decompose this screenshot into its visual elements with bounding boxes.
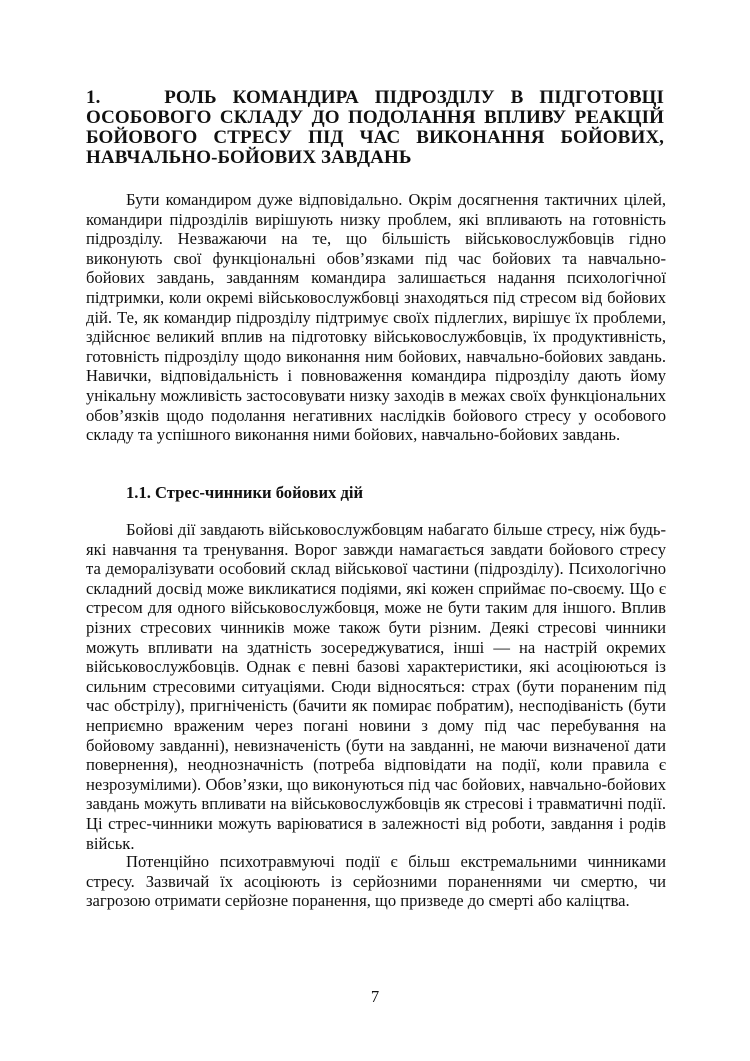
section-number: 1. bbox=[86, 87, 101, 108]
subsection-paragraph-2: Потенційно психотравмуючі події є більш екстремальними чинниками стресу. Зазвичай їх асоціюють із серйозними пораненнями чи смертю, чи загрозою отримати серйозне поранення, що призведе до смерті або каліцтва. bbox=[86, 852, 666, 911]
subsection-paragraph-1: Бойові дії завдають військовослужбовцям набагато більше стресу, ніж будь-які навчання та тренування. Ворог завжди намагається завдати бойового стресу та деморалізувати особовий склад військової частини (підрозділу). Психологічно складний досвід може викликатися подіями, які кожен сприймає по-своєму. Що є стресом для одного військовослужбовця, може не бути таким для іншого. Вплив різних стресових чинників може також бути різним. Деякі стресові чинники можуть впливати на здатність зосереджуватися, інші — на настрій окремих військовослужбовців. Однак є певні базові характеристики, які асоціюються із сильним стресовими ситуаціями. Сюди відносяться: страх (бути пораненим під час обстрілу), пригніченість (бачити як помирає побратим), несподіваність (бути неприємно враженим через погані новини з дому під час перебування на бойовому завданні), невизначеність (бути на завданні, не маючи визначеної дати повернення), неоднозначність (потреба відповідати на події, коли правила є незрозумілими). Обов’язки, що виконуються під час бойових, навчально-бойових завдань можуть впливати на військовослужбовців як стресові і травматичні події. Ці стрес-чинники можуть варіюватися в залежності від роботи, завдання і родів військ. bbox=[86, 520, 666, 853]
section-heading bbox=[86, 88, 664, 168]
section-title: РОЛЬ КОМАНДИРА ПІДРОЗДІЛУ В ПІДГОТОВЦІ ОСОБОВОГО СКЛАДУ ДО ПОДОЛАННЯ ВПЛИВУ РЕАКЦІЙ БОЙОВОГО СТРЕСУ ПІД ЧАС ВИКОНАННЯ БОЙОВИХ, НАВЧАЛЬНО-БОЙОВИХ ЗАВДАНЬ bbox=[86, 87, 664, 168]
page-number: 7 bbox=[370, 987, 380, 1006]
subsection-heading: 1.1. Стрес-чинники бойових дій bbox=[126, 483, 364, 502]
intro-paragraph: Бути командиром дуже відповідально. Окрім досягнення тактичних цілей, командири підрозділів вирішують низку проблем, які впливають на готовність підрозділу. Незважаючи на те, що більшість військовослужбовців гідно виконують свої функціональні обов’язками під час бойових та навчально-бойових завдань, завданням командира залишається надання психологічної підтримки, коли окремі військовослужбовці знаходяться під стресом від бойових дій. Те, як командир підрозділу підтримує своїх підлеглих, вирішує їх проблеми, здійснює великий вплив на підготовку військовослужбовців, їх продуктивність, готовність підрозділу щодо виконання ним бойових, навчально-бойових завдань. Навички, відповідальність і повноваження командира підрозділу дають йому унікальну можливість застосовувати низку заходів в межах своїх функціональних обов’язків щодо подолання негативних наслідків бойового стресу у особового складу та успішного виконання ними бойових, навчально-бойових завдань. bbox=[86, 190, 666, 445]
